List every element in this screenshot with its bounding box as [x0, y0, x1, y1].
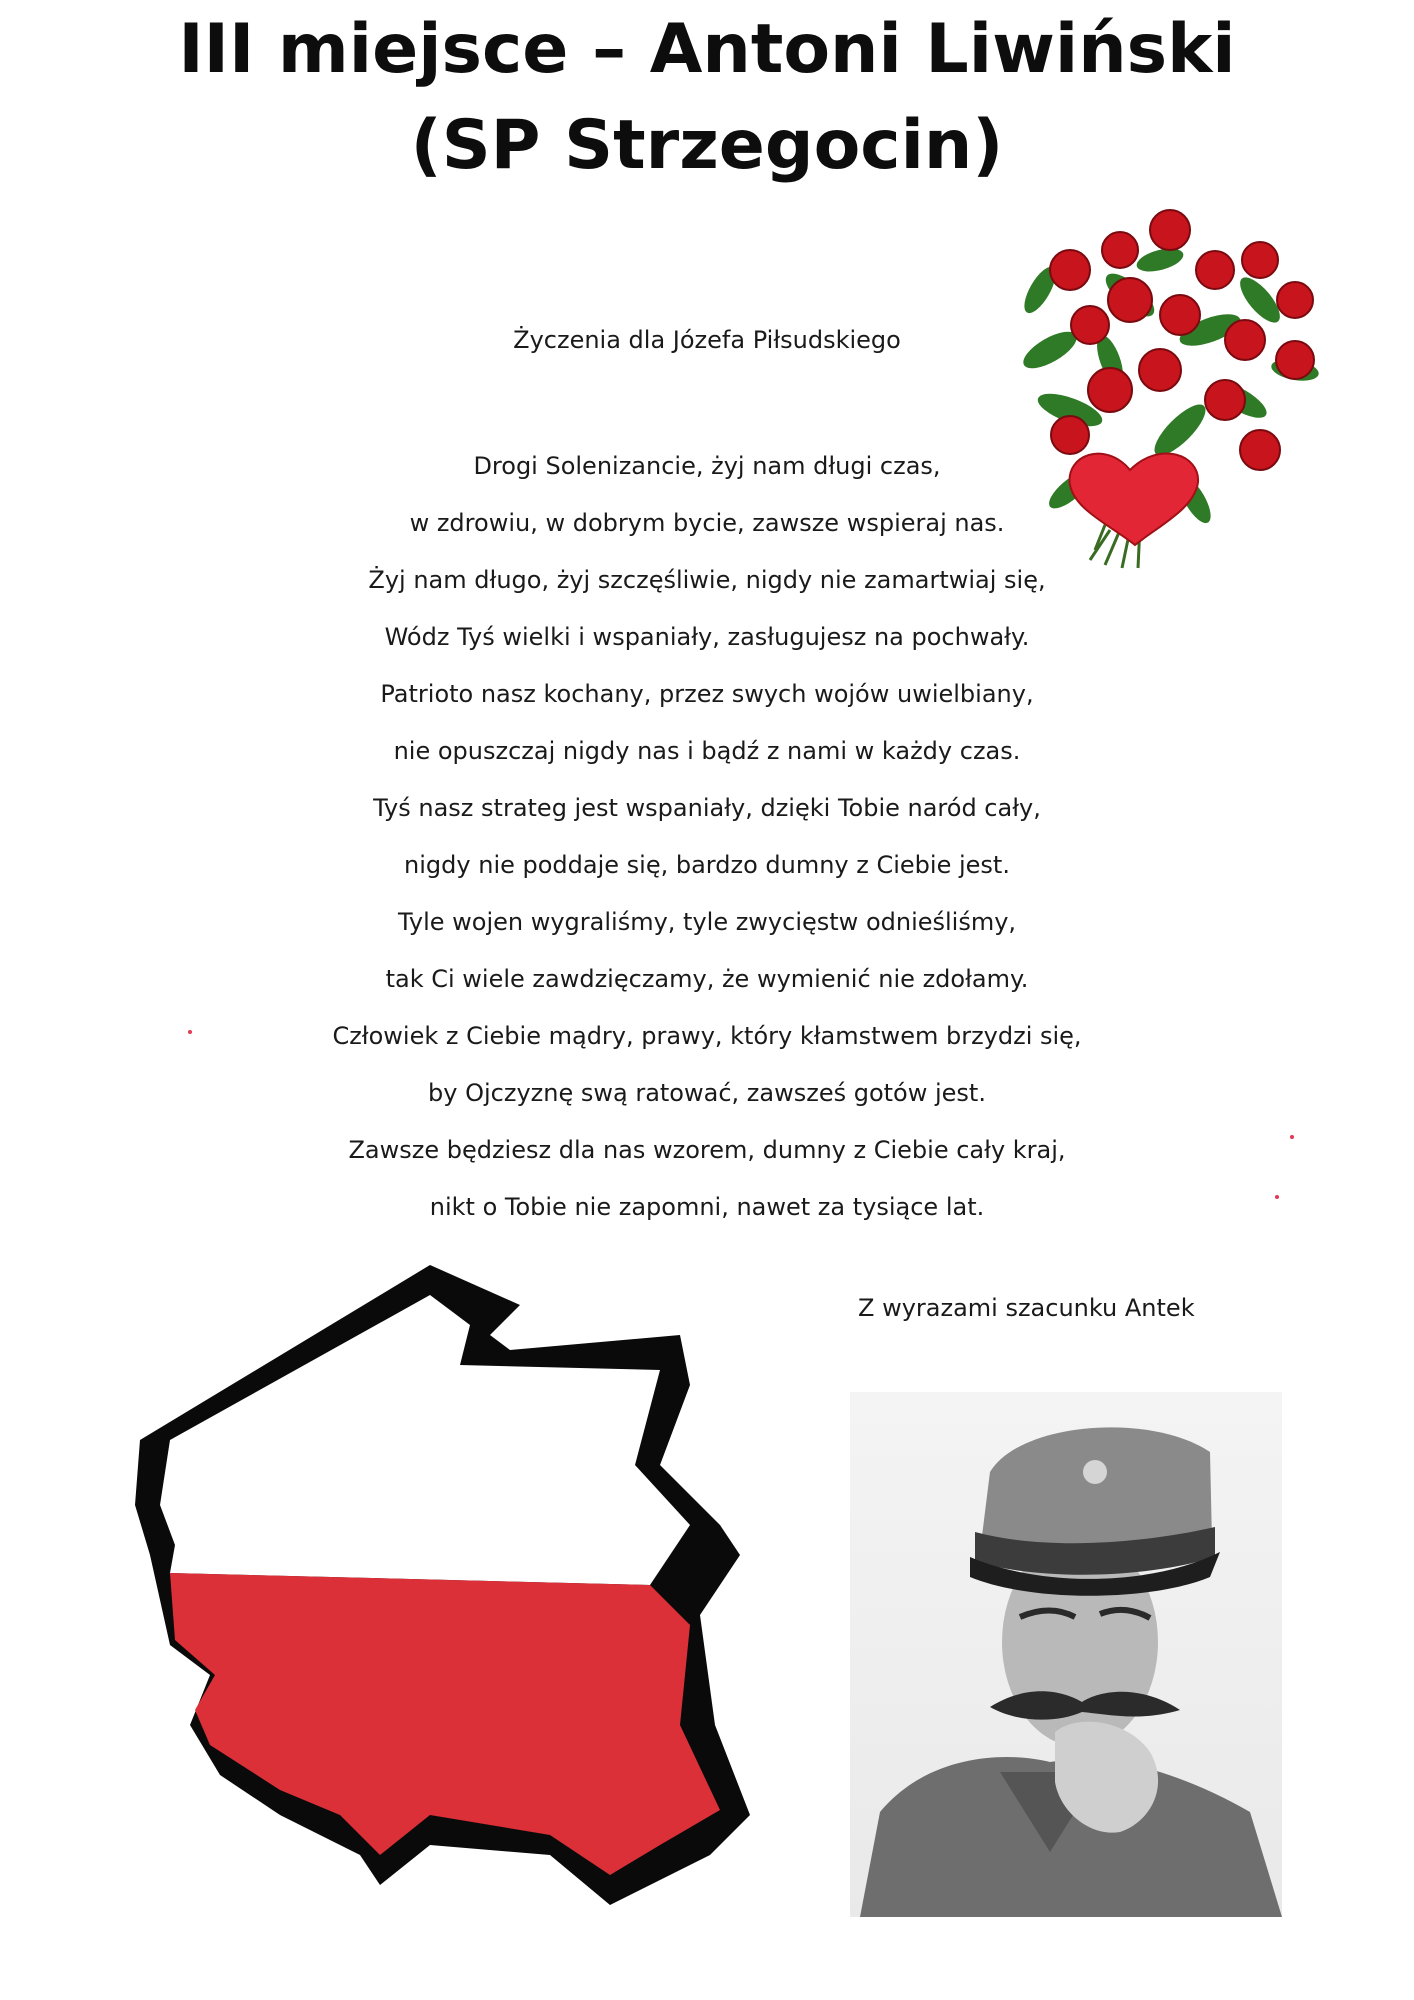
- poem-line: Wódz Tyś wielki i wspaniały, zasługujesz na pochwały.: [384, 623, 1030, 651]
- red-speck: [1275, 1195, 1279, 1199]
- page-heading: [0, 0, 1414, 194]
- red-speck: [1290, 1135, 1294, 1139]
- portrait-cap-eagle: [1083, 1460, 1107, 1484]
- heart-shape: [1070, 453, 1198, 545]
- poem-line: Żyj nam długo, żyj szczęśliwie, nigdy nie zamartwiaj się,: [368, 566, 1046, 594]
- poem-line: Tyle wojen wygraliśmy, tyle zwycięstw odnieśliśmy,: [397, 908, 1017, 936]
- poem-line: nie opuszczaj nigdy nas i bądź z nami w każdy czas.: [393, 737, 1021, 765]
- poem-line: nigdy nie poddaje się, bardzo dumny z Ciebie jest.: [404, 851, 1010, 879]
- rose-bouquet-image: [1010, 200, 1340, 570]
- portrait-drawing: [850, 1392, 1282, 1917]
- red-speck: [188, 1030, 192, 1034]
- poland-flag-map-image: [130, 1255, 810, 1935]
- map-white-half: [160, 1295, 690, 1585]
- poem-line: w zdrowiu, w dobrym bycie, zawsze wspieraj nas.: [409, 509, 1005, 537]
- poem-line: Tyś nasz strateg jest wspaniały, dzięki Tobie naród cały,: [373, 794, 1041, 822]
- heading-line-1: III miejsce – Antoni Liwiński: [178, 10, 1236, 89]
- poem-line: Patrioto nasz kochany, przez swych wojów uwielbiany,: [380, 680, 1034, 708]
- poem-line: Zawsze będziesz dla nas wzorem, dumny z Ciebie cały kraj,: [348, 1136, 1066, 1164]
- pilsudski-portrait-image: [850, 1392, 1282, 1917]
- heading-line-2: (SP Strzegocin): [410, 106, 1004, 185]
- poem-line: Drogi Solenizancie, żyj nam długi czas,: [473, 452, 941, 480]
- poem-line: nikt o Tobie nie zapomni, nawet za tysiące lat.: [429, 1193, 985, 1221]
- poem-line: by Ojczyznę swą ratować, zawsześ gotów jest.: [428, 1079, 986, 1107]
- signature: Z wyrazami szacunku Antek: [858, 1294, 1195, 1322]
- poem-line: Człowiek z Ciebie mądry, prawy, który kłamstwem brzydzi się,: [332, 1022, 1082, 1050]
- poem-line: tak Ci wiele zawdzięczamy, że wymienić nie zdołamy.: [385, 965, 1029, 993]
- poem-title: Życzenia dla Józefa Piłsudskiego: [513, 326, 901, 354]
